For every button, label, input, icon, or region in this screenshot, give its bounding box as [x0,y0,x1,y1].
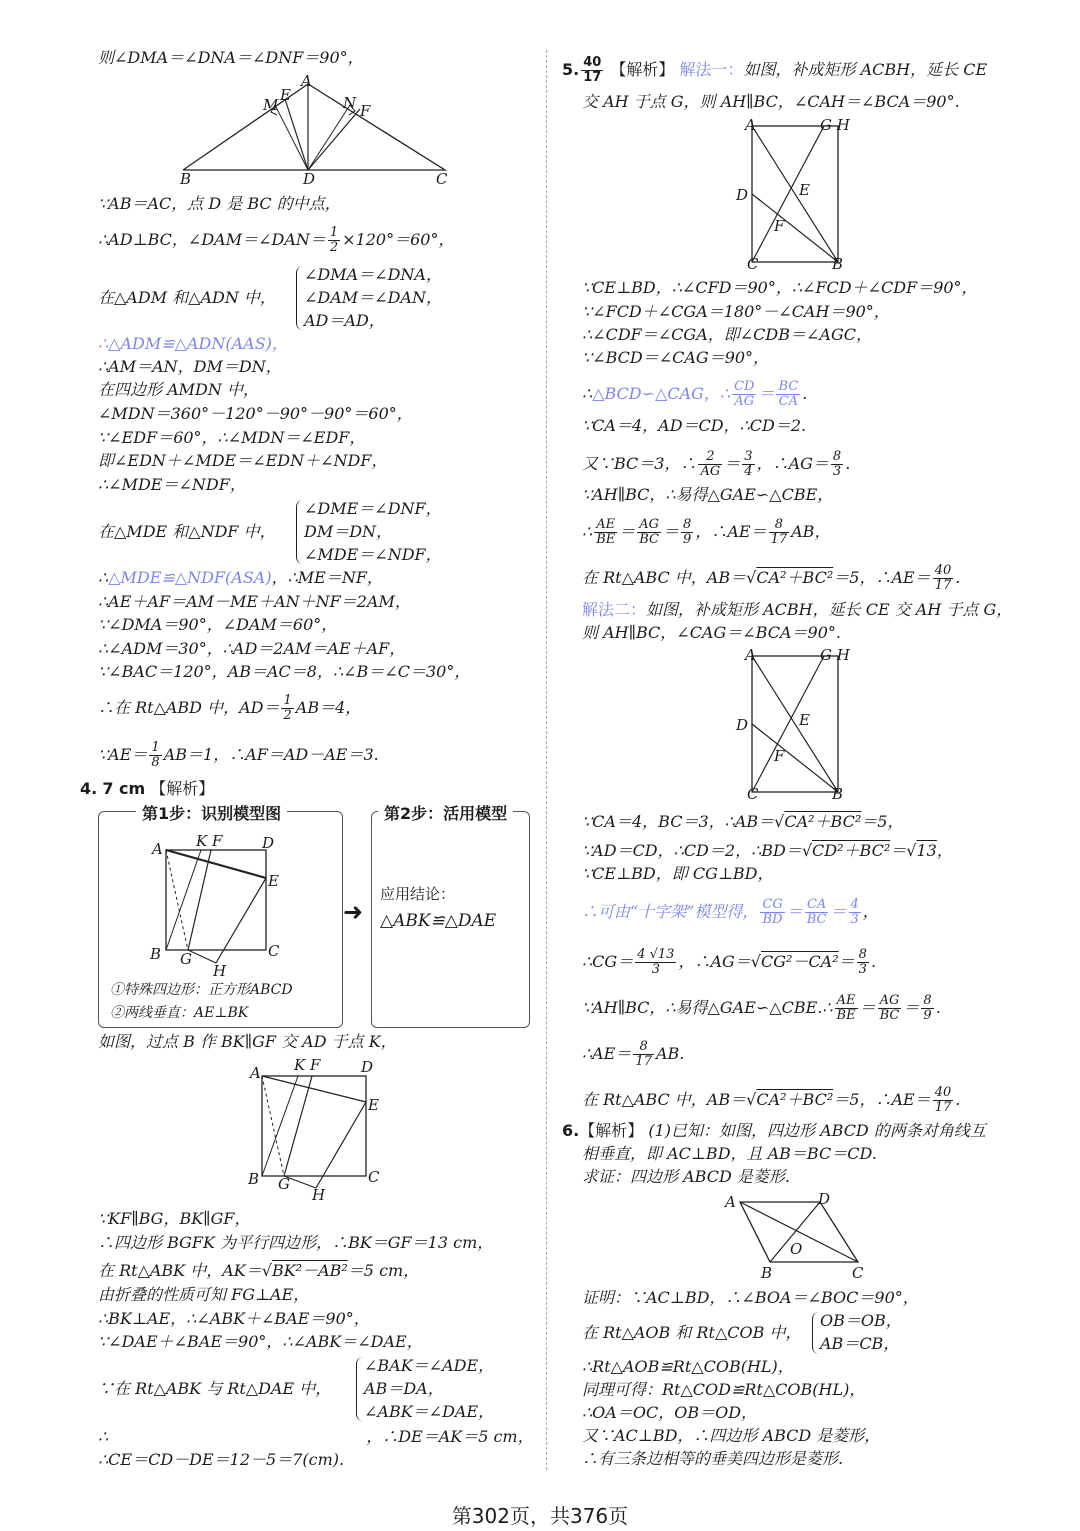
text-line: ∠MDN＝360°－120°－90°－90°＝60°， [98,404,413,423]
text-line: 又∵BC＝3，∴ $\frac{2}{AG}$ ＝ $\frac{3}{4}$ ，∴AG＝ $\frac{8}{3}$ . [582,449,851,479]
text-line: 在△ADM 和△ADN 中， [98,288,276,307]
point-label: G [278,1175,290,1193]
fraction [681,518,693,547]
denominator: 8 [151,755,160,770]
text-line: 如图，过点 B 作 BK∥GF 交 AD 于点 K， [98,1032,397,1051]
text-line: ∵在 Rt△ABK 与 Rt△DAE 中， [98,1379,332,1398]
system-line: ∠MDE＝∠NDF， [304,545,442,564]
text-part: ∴CG＝ [582,952,634,971]
text-line: ∴四边形 BGFK 为平行四边形，∴BK＝GF＝13 cm， [98,1233,494,1252]
denominator: 2 [329,240,339,255]
radicand: 13 [916,841,937,860]
fraction [849,898,861,927]
point-label: E [268,872,279,890]
point-label: A [301,72,312,90]
system-line: OB＝OB， [820,1311,902,1330]
text-line: 相垂直，即 AC⊥BD，且 AB＝BC＝CD. [582,1144,877,1163]
point-label: D [736,186,749,204]
method-label: 解法一： [679,60,744,79]
text-line: ∴可由“十字架”模型得， $\frac{CG}{BD}$ ＝ $\frac{CA}{BC}$ ＝ $\frac{4}{3}$ ， [582,897,879,927]
fraction [831,450,843,479]
numerator: 8 [858,947,867,962]
text-part: ＝5，∴AE＝ [833,568,931,587]
text-highlight: △BCD∽△CAG，∴ [592,384,731,403]
text-highlight: △MDE≌△NDF(ASA) [108,568,272,587]
point-label: G H [820,646,850,664]
text-part: 如图，补成矩形 ACBH，延长 CE [743,60,988,79]
text-part: ∴ [582,384,593,403]
condition-line: ①特殊四边形：正方形ABCD [110,982,293,998]
text-line: ∴∠MDE＝∠NDF， [98,475,246,494]
arrow-icon: ➜ [343,898,364,926]
point-label: A [745,646,756,664]
analysis-tag: 【解析】 [579,1121,644,1140]
point-label: B [832,785,844,803]
point-label: C [268,942,280,960]
text-line: 由折叠的性质可知 FG⊥AE， [98,1285,310,1304]
numerator: CG [762,897,783,912]
text-part: ＝ [890,841,907,860]
step2-title: 第2步：活用模型 [378,801,513,824]
point-label: C [436,170,448,188]
numerator: 8 [923,993,932,1008]
system-brace [356,1357,363,1421]
numerator: AE [835,994,858,1009]
text-line [98,694,361,723]
text-line: ∵∠DMA＝90°，∠DAM＝60°， [98,615,338,634]
denominator: AG [700,464,721,479]
text-line [98,226,454,255]
point-label: F [360,102,371,120]
fraction [805,898,829,927]
numerator: 40 [934,563,952,578]
text-line [582,1040,684,1069]
text-line: ∴∠CDF＝∠CGA，即∠CDB＝∠AGC， [582,325,872,344]
denominator: 3 [858,962,867,977]
system-line: ∠DAM＝∠DAN， [304,288,442,307]
denominator: BE [836,1008,856,1023]
text-part: AB＝1，∴AF＝AD－AE＝3. [163,745,379,764]
system-brace [812,1312,819,1354]
text-part: ∴AE＝ [582,1044,632,1063]
fraction [328,226,340,255]
system-line: AB＝CB， [820,1334,900,1353]
fraction [878,994,902,1023]
point-label: C [852,1264,864,1282]
figure-rhombus-abcd [730,1190,870,1280]
denominator: 17 [583,70,602,85]
system-brace [296,266,303,330]
numerator: 40 [583,55,602,70]
fraction [760,898,784,927]
numerator: 1 [151,740,160,755]
numerator: AG [879,993,900,1008]
text-part: 在 Rt△ABC 中，AB＝ [582,1090,747,1109]
text-part: ＝5 cm， [347,1261,420,1280]
point-label: F [774,747,785,765]
denominator: BC [639,532,660,547]
text-line: ∵∠DAE＋∠BAE＝90°，∴∠ABK＝∠DAE， [98,1332,423,1351]
text-line: 在四边形 AMDN 中， [98,380,259,399]
point-label: A [745,116,756,134]
figure-rectangle-acbh [738,118,848,268]
denominator: BD [762,912,783,927]
radicand: CG²－CA² [761,952,839,971]
system-line: ∠DMA＝∠DNA， [304,265,442,284]
text-highlight: ∴可由“十字架”模型得， [582,902,759,921]
numerator: AE [594,518,617,533]
numerator: 40 [934,1085,952,1100]
text-line [98,741,379,770]
answer: 7 cm [102,779,146,798]
fraction [637,518,661,547]
point-label: C [747,785,759,803]
radicand: BK²－AB² [271,1261,348,1280]
point-label: O [790,1240,803,1258]
text-line: ∵CA＝4，AD＝CD，∴CD＝2. [582,416,807,435]
text-line: ∴有三条边相等的垂美四边形是菱形. [582,1449,844,1468]
point-label: K F [196,832,223,850]
denominator: 2 [283,708,292,723]
question-5-header [562,56,987,85]
text-part: ，∴AG＝ [678,952,751,971]
condition-line: ②两线垂直：AE⊥BK [110,1005,249,1021]
fraction [742,450,754,479]
point-label: G H [820,116,850,134]
text-line: 同理可得：Rt△COD≌Rt△COB(HL)， [582,1380,866,1399]
analysis-tag: 【解析】 [610,60,675,79]
numerator: 3 [744,449,753,464]
question-number: 6. [562,1121,580,1140]
numerator: 4 [850,897,859,912]
text-part: 又∵BC＝3，∴ [582,454,697,473]
question-6-header [562,1121,986,1141]
point-label: C [747,255,759,273]
denominator: 17 [934,578,952,593]
text-line: 在 Rt△AOB 和 Rt△COB 中， [582,1323,802,1342]
fraction [769,518,790,547]
text-part: ∴ [98,1427,109,1446]
fraction [635,948,676,977]
text-line: ∵AH∥BC，∴易得△GAE∽△CBE， [582,485,834,504]
point-label: K F [294,1056,321,1074]
figure-square-fold [248,1058,378,1193]
radicand: CD²＋BC² [812,841,891,860]
answer-fraction [581,56,603,85]
fraction [933,1086,954,1115]
numerator: CA [805,898,829,913]
denominator: BC [879,1008,900,1023]
text-line: ∵∠BAC＝120°，AB＝AC＝8，∴∠B＝∠C＝30°， [98,662,471,681]
text-line: ∵AD＝CD，∴CD＝2，∴BD＝√CD²＋BC²＝√13， [582,841,953,860]
numerator: 8 [683,517,692,532]
point-label: E [799,711,810,729]
text-part: AB. [655,1044,685,1063]
denominator: 4 [744,464,753,479]
point-label: B [180,170,192,188]
text-line: 则 AH∥BC，∠CAG＝∠BCA＝90°. [582,623,841,642]
text-part: AB， [791,522,831,541]
denominator: BC [806,912,827,927]
point-label: B [832,255,844,273]
text-part: ，∴AG＝ [756,454,829,473]
system-line: ∠DME＝∠DNF， [304,499,442,518]
column-divider [546,50,547,1470]
point-label: H [213,962,227,980]
text-line: 证明：∵AC⊥BD，∴∠BOA＝∠BOC＝90°， [582,1288,919,1307]
text-line: ∴∠ADM＝30°，∴AD＝2AM＝AE＋AF， [98,639,406,658]
text-line: 在 Rt△ABK 中，AK＝√BK²－AB²＝5 cm， [98,1261,420,1280]
system-line: AB＝DA， [364,1379,444,1398]
step1-title: 第1步：识别模型图 [136,801,287,824]
text-line: ∴CE＝CD－DE＝12－5＝7(cm). [98,1450,345,1469]
fraction [633,1040,654,1069]
radicand: CA²＋BC² [756,568,834,587]
system-line: ∠ABK＝∠DAE， [364,1402,495,1421]
fraction [698,450,722,479]
numerator: 1 [329,225,339,240]
fraction [149,741,161,770]
point-label: B [761,1264,773,1282]
apply-label: 应用结论： [380,885,456,903]
question-number: 5. [562,60,580,79]
text-line: ∴△BCD∽△CAG，∴ $\frac{CD}{AG}$ ＝ $\frac{BC}{CA}$ . [582,379,808,409]
fraction [732,380,756,409]
numerator: 4 √13 [637,947,675,962]
text-line [98,1427,534,1447]
text-line: 在 Rt△ABC 中，AB＝√CA²＋BC²＝5，∴AE＝ $\frac{40}{17}$ . [582,563,961,593]
text-part: ＝5，∴AE＝ [833,1090,931,1109]
point-label: M [263,96,279,114]
text-part: (1)已知：如图，四边形 ABCD 的两条对角线互 [648,1121,986,1140]
point-label: A [725,1193,736,1211]
denominator: AG [734,394,755,409]
point-label: N [343,94,357,112]
text-line: ∵∠FCD＋∠CGA＝180°－∠CAH＝90°， [582,302,890,321]
figure-square-model [146,838,276,970]
text-line: ∵CE⊥BD，∴∠CFD＝90°，∴∠FCD＋∠CDF＝90°， [582,278,978,297]
text-part: ∵AH∥BC，∴易得△GAE∽△CBE.∴ [582,998,833,1017]
figure-triangle-abc [180,72,452,192]
text-line: ∴BK⊥AE，∴∠ABK＋∠BAE＝90°， [98,1309,370,1328]
fraction [857,948,869,977]
text-line: 在 Rt△ABC 中，AB＝√CA²＋BC²＝5，∴AE＝ $\frac{40}{17}$ . [582,1085,961,1115]
point-label: C [368,1168,380,1186]
text-line: ∴Rt△AOB≌Rt△COB(HL)， [582,1357,794,1376]
numerator: 8 [769,518,790,533]
text-line: ∵∠BCD＝∠CAG＝90°， [582,348,770,367]
text-part: 在 Rt△ABK 中，AK＝ [98,1261,262,1280]
text-part: 如图，补成矩形 ACBH，延长 CE 交 AH 于点 G， [646,600,1013,619]
analysis-tag: 【解析】 [150,779,215,798]
point-label: D [736,716,749,734]
point-label: B [248,1170,260,1188]
point-label: E [280,86,291,104]
denominator: 9 [923,1008,932,1023]
point-label: D [262,834,275,852]
text-part: AB＝4， [295,698,362,717]
fraction [921,994,933,1023]
apply-result: △ABK≌△DAE [380,911,497,931]
system-line: ∠BAK＝∠ADE， [364,1356,495,1375]
denominator: 3 [832,464,842,479]
point-label: D [303,170,316,188]
method-label: 解法二： [582,600,647,619]
text-part: ∴ [98,568,109,587]
text-line: 在△MDE 和△NDF 中， [98,522,276,541]
text-line: ∴CG＝ $\frac{4 √13}{3}$ ，∴AG＝√CG²－CA²＝ $\frac{8}{3}$ . [582,947,877,977]
text-line: ∵∠EDF＝60°，∴∠MDN＝∠EDF， [98,428,366,447]
numerator: 1 [283,693,292,708]
radicand: CA²＋BC² [784,812,862,831]
denominator: 3 [850,912,859,927]
text-part: ∵AE＝ [98,745,148,764]
figure-rectangle-acbh-2 [738,648,848,798]
text-line-highlight: ∴△ADM≌△ADN(AAS)， [98,334,288,353]
text-part: ×120°＝60°， [342,230,455,249]
radicand: CA²＋BC² [756,1090,834,1109]
denominator: CA [778,394,799,409]
text-line: ∵AB＝AC，点 D 是 BC 的中点， [98,194,341,213]
denominator: 9 [683,532,692,547]
denominator: BE [596,532,616,547]
text-line: ∵KF∥BG，BK∥GF， [98,1209,251,1228]
denominator: 17 [934,1100,952,1115]
denominator: 3 [651,962,660,977]
text-part: ∵AD＝CD，∴CD＝2，∴BD＝ [582,841,802,860]
text-part: ∴AD⊥BC，∠DAM＝∠DAN＝ [98,230,326,249]
text-part: ∵CA＝4，BC＝3，∴AB＝ [582,812,775,831]
point-label: B [150,945,162,963]
point-label: E [799,181,810,199]
denominator: 17 [770,532,788,547]
numerator: 8 [633,1040,654,1055]
fraction [776,380,800,409]
text-line [98,568,383,588]
point-label: H [312,1186,326,1204]
fraction [835,994,858,1023]
fraction [594,518,617,547]
point-label: D [818,1190,831,1208]
text-line: 则∠DMA＝∠DNA＝∠DNF＝90°， [98,48,364,67]
text-part: ，∴AE＝ [695,522,767,541]
fraction [281,694,293,723]
numerator: 2 [698,450,722,465]
text-line [582,600,1012,620]
text-line: 又∵AC⊥BD，∴四边形 ABCD 是菱形， [582,1426,881,1445]
system-line: DM＝DN， [304,522,393,541]
text-line: 交 AH 于点 G，则 AH∥BC，∠CAH＝∠BCA＝90°. [582,92,960,111]
text-line: ∴AM＝AN，DM＝DN， [98,357,282,376]
text-line: ∴ $\frac{AE}{BE}$ ＝ $\frac{AG}{BC}$ ＝ $\frac{8}{9}$ ，∴AE＝ $\frac{8}{17}$ AB， [582,517,831,547]
text-line: 即∠EDN＋∠MDE＝∠EDN＋∠NDF， [98,451,388,470]
numerator: CD [734,379,755,394]
fraction [933,564,954,593]
text-line: ∵CA＝4，BC＝3，∴AB＝√CA²＋BC²＝5， [582,812,904,831]
point-label: A [152,840,163,858]
text-part: ∴在 Rt△ABD 中，AD＝ [98,698,280,717]
point-label: F [774,217,785,235]
page-footer: 第302页，共376页 [451,1504,629,1528]
text-line: ∵AH∥BC，∴易得△GAE∽△CBE.∴ $\frac{AE}{BE}$ ＝ $\frac{AG}{BC}$ ＝ $\frac{8}{9}$ . [582,993,941,1023]
system-line: AD＝AD， [304,311,385,330]
text-part: 在 Rt△ABC 中，AB＝ [582,568,747,587]
text-part: ，∴DE＝AK＝5 cm， [366,1427,534,1446]
text-line: ∴AE＋AF＝AM－ME＋AN＋NF＝2AM， [98,592,411,611]
question-4-header [80,779,214,799]
text-line: ∵CE⊥BD，即 CG⊥BD， [582,864,774,883]
text-part: ，∴ME＝NF， [271,568,383,587]
point-label: A [250,1064,261,1082]
point-label: G [180,950,192,968]
numerator: AG [639,517,660,532]
numerator: 8 [832,449,842,464]
denominator: 17 [635,1054,652,1069]
text-part: ＝5， [861,812,904,831]
numerator: BC [778,379,799,394]
point-label: D [361,1058,374,1076]
system-brace [296,500,303,564]
text-line: ∴OA＝OC，OB＝OD， [582,1403,758,1422]
question-number: 4. [80,779,98,798]
point-label: E [368,1096,379,1114]
text-line: 求证：四边形 ABCD 是菱形. [582,1167,790,1186]
